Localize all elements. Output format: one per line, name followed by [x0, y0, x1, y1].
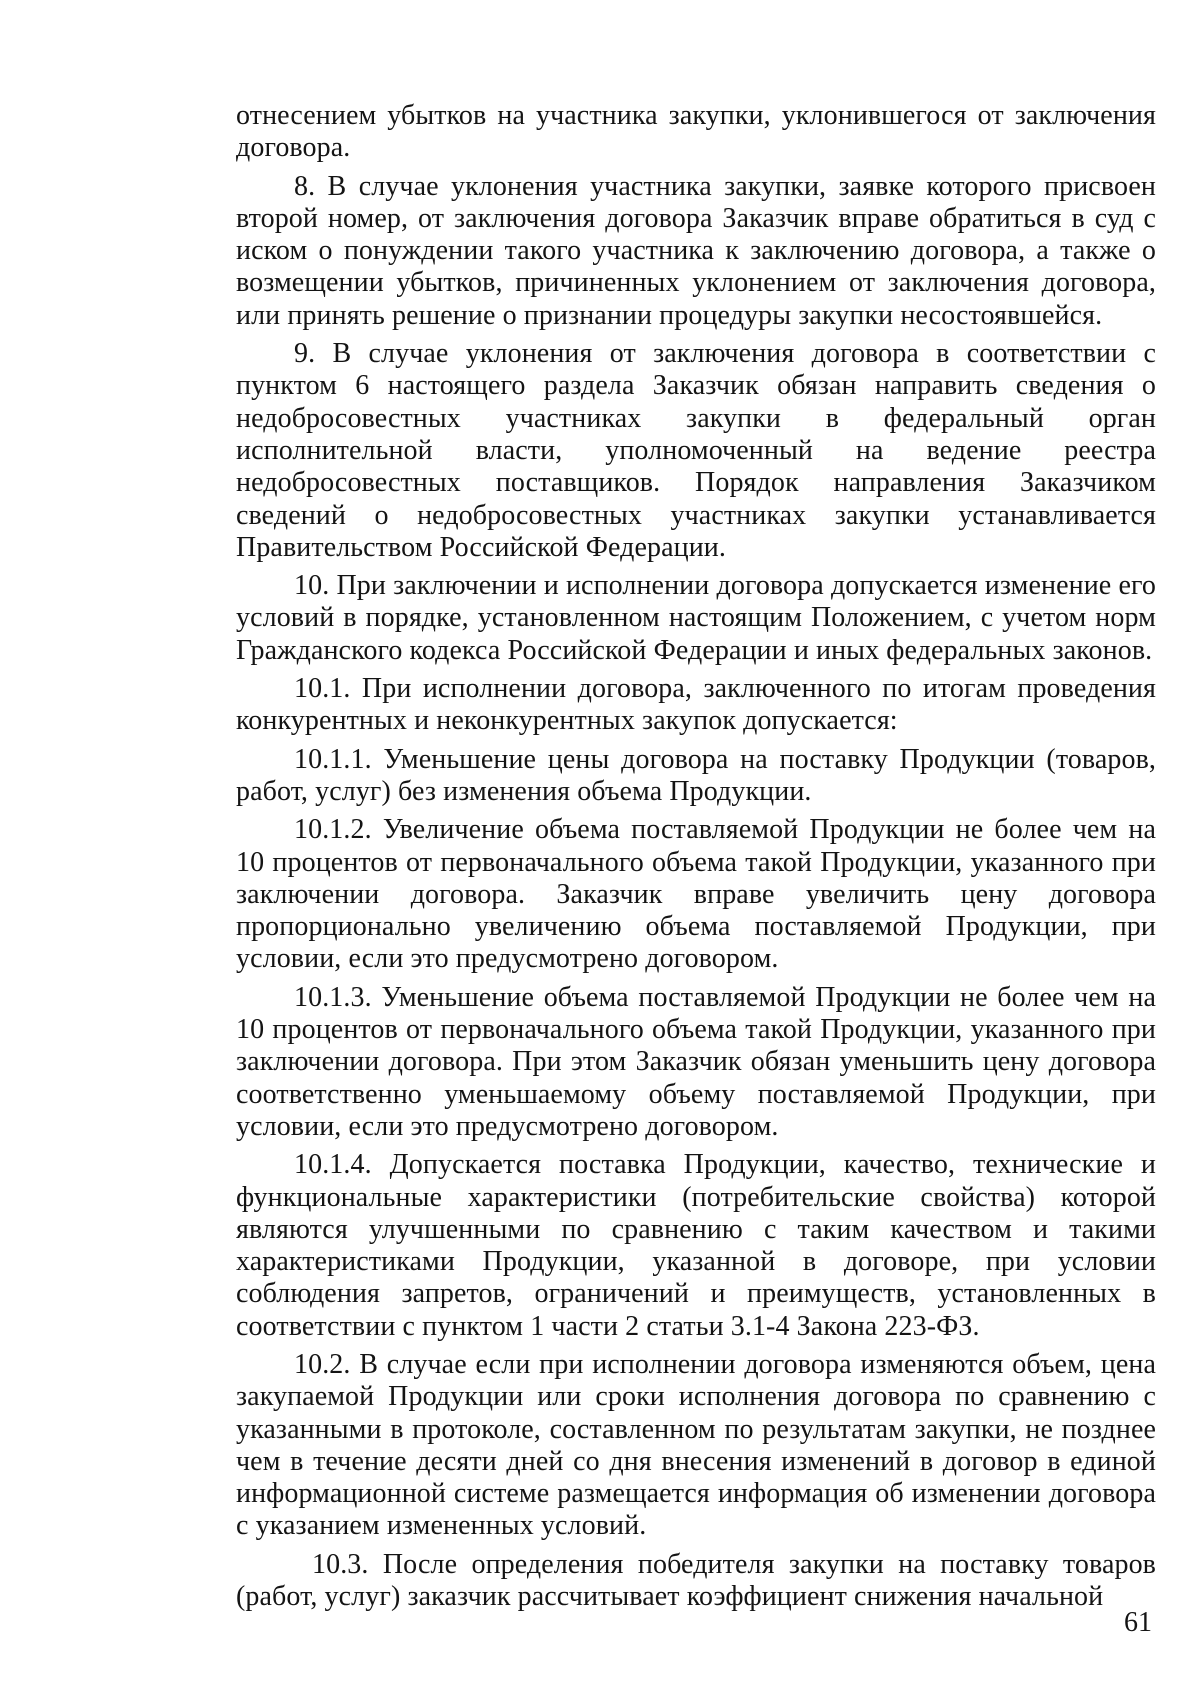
paragraph-9: 9. В случае уклонения от заключения договора в соответствии с пунктом 6 настоящего раздела Заказчик обязан направить сведения о недобросовестных участниках закупки в федеральный орган исполнительной власти, уполномоченный на ведение реестра недобросовестных поставщиков. Порядок направления Заказчиком сведений о недобросовестных участниках закупки устанавливается Правительством Российской Федерации. — [236, 338, 1156, 563]
document-body — [236, 100, 1156, 1619]
paragraph-continuation: отнесением убытков на участника закупки, уклонившегося от заключения договора. — [236, 100, 1156, 164]
paragraph-10-1-4: 10.1.4. Допускается поставка Продукции, качество, технические и функциональные характеристики (потребительские свойства) которой являются улучшенными по сравнению с таким качеством и такими характеристиками Продукции, указанной в договоре, при условии соблюдения запретов, ограничений и преимуществ, установленных в соответствии с пунктом 1 части 2 статьи 3.1-4 Закона 223-ФЗ. — [236, 1149, 1156, 1342]
paragraph-10-3: 10.3. После определения победителя закупки на поставку товаров (работ, услуг) заказчик рассчитывает коэффициент снижения начальной — [236, 1548, 1156, 1613]
page-number: 61 — [1124, 1607, 1152, 1638]
paragraph-8: 8. В случае уклонения участника закупки, заявке которого присвоен второй номер, от заключения договора Заказчик вправе обратиться в суд с иском о понуждении такого участника к заключению договора, а также о возмещении убытков, причиненных уклонением от заключения договора, или принять решение о признании процедуры закупки несостоявшейся. — [236, 170, 1156, 331]
paragraph-10-1-3: 10.1.3. Уменьшение объема поставляемой Продукции не более чем на 10 процентов от первоначального объема такой Продукции, указанного при заключении договора. При этом Заказчик обязан уменьшить цену договора соответственно уменьшаемому объему поставляемой Продукции, при условии, если это предусмотрено договором. — [236, 981, 1156, 1142]
paragraph-10-1: 10.1. При исполнении договора, заключенного по итогам проведения конкурентных и неконкурентных закупок допускается: — [236, 673, 1156, 737]
paragraph-10-1-1: 10.1.1. Уменьшение цены договора на поставку Продукции (товаров, работ, услуг) без изменения объема Продукции. — [236, 743, 1156, 807]
paragraph-10-1-2: 10.1.2. Увеличение объема поставляемой Продукции не более чем на 10 процентов от первоначального объема такой Продукции, указанного при заключении договора. Заказчик вправе увеличить цену договора пропорционально увеличению объема поставляемой Продукции, при условии, если это предусмотрено договором. — [236, 814, 1156, 975]
paragraph-10: 10. При заключении и исполнении договора допускается изменение его условий в порядке, установленном настоящим Положением, с учетом норм Гражданского кодекса Российской Федерации и иных федеральных законов. — [236, 570, 1156, 666]
paragraph-10-2: 10.2. В случае если при исполнении договора изменяются объем, цена закупаемой Продукции или сроки исполнения договора по сравнению с указанными в протоколе, составленном по результатам закупки, не позднее чем в течение десяти дней со дня внесения изменений в договор в единой информационной системе размещается информация об изменении договора с указанием измененных условий. — [236, 1348, 1156, 1542]
